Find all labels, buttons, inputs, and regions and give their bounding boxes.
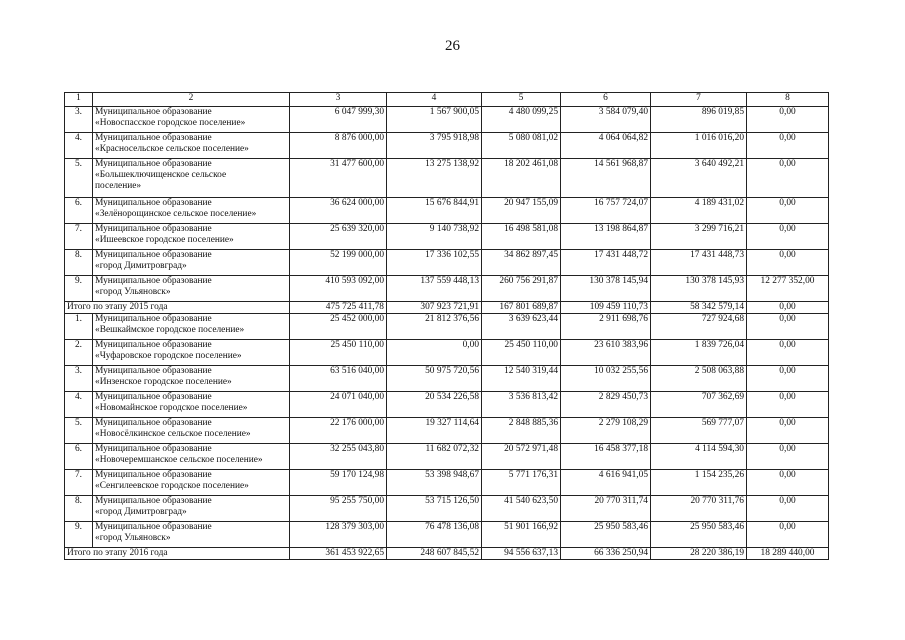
- amount-cell: 0,00: [747, 250, 829, 276]
- municipality-name: [93, 198, 290, 224]
- amount-cell: 59 170 124,98: [290, 470, 387, 496]
- amount-cell: 0,00: [747, 198, 829, 224]
- amount-cell: 130 378 145,93: [651, 276, 747, 302]
- amount-cell: 18 202 461,08: [482, 159, 561, 198]
- amount-cell: 4 616 941,05: [561, 470, 651, 496]
- amount-cell: 0,00: [747, 418, 829, 444]
- amount-cell: 16 498 581,08: [482, 224, 561, 250]
- amount-cell: 20 572 971,48: [482, 444, 561, 470]
- name-line: Муниципальное образование: [95, 418, 212, 428]
- column-number-row: [65, 93, 829, 107]
- column-number: 6: [561, 93, 651, 107]
- amount-cell: 53 715 126,50: [387, 496, 482, 522]
- row-index: 8.: [65, 250, 93, 276]
- amount-cell: 17 336 102,55: [387, 250, 482, 276]
- amount-cell: 0,00: [747, 366, 829, 392]
- amount-cell: 0,00: [747, 159, 829, 198]
- amount-cell: 128 379 303,00: [290, 522, 387, 548]
- municipality-name: [93, 470, 290, 496]
- amount-cell: 15 676 844,91: [387, 198, 482, 224]
- amount-cell: 0,00: [747, 340, 829, 366]
- amount-cell: 63 516 040,00: [290, 366, 387, 392]
- name-line: «город Ульяновск»: [95, 287, 171, 297]
- municipality-name: [93, 444, 290, 470]
- amount-cell: 31 477 600,00: [290, 159, 387, 198]
- amount-cell: 167 801 689,87: [482, 302, 561, 314]
- table-row: [65, 314, 829, 340]
- amount-cell: 307 923 721,91: [387, 302, 482, 314]
- row-index: 7.: [65, 470, 93, 496]
- amount-cell: 0,00: [747, 302, 829, 314]
- amount-cell: 25 950 583,46: [561, 522, 651, 548]
- total-row: [65, 302, 829, 314]
- name-line: Муниципальное образование: [95, 366, 212, 376]
- name-line: «Большеключищенское сельское: [95, 170, 227, 180]
- name-line: Муниципальное образование: [95, 224, 212, 234]
- column-number: 2: [93, 93, 290, 107]
- amount-cell: 1 016 016,20: [651, 133, 747, 159]
- municipality-name: [93, 522, 290, 548]
- name-line: «Зелёнорощинское сельское поселение»: [95, 209, 257, 219]
- amount-cell: 94 556 637,13: [482, 548, 561, 560]
- table-row: [65, 522, 829, 548]
- amount-cell: 5 771 176,31: [482, 470, 561, 496]
- amount-cell: 2 279 108,29: [561, 418, 651, 444]
- amount-cell: 9 140 738,92: [387, 224, 482, 250]
- municipality-name: [93, 250, 290, 276]
- name-line: «Вешкаймское городское поселение»: [95, 325, 245, 335]
- name-line: Муниципальное образование: [95, 470, 212, 480]
- amount-cell: 10 032 255,56: [561, 366, 651, 392]
- municipality-name: [93, 366, 290, 392]
- amount-cell: 0,00: [747, 107, 829, 133]
- amount-cell: 3 639 623,44: [482, 314, 561, 340]
- amount-cell: 475 725 411,78: [290, 302, 387, 314]
- amount-cell: 52 199 000,00: [290, 250, 387, 276]
- amount-cell: 41 540 623,50: [482, 496, 561, 522]
- total-row: [65, 548, 829, 560]
- amount-cell: 25 639 320,00: [290, 224, 387, 250]
- amount-cell: 95 255 750,00: [290, 496, 387, 522]
- amount-cell: 2 829 450,73: [561, 392, 651, 418]
- column-number: 5: [482, 93, 561, 107]
- program-table: [64, 92, 829, 560]
- name-line: «Ишеевское городское поселение»: [95, 235, 234, 245]
- amount-cell: 6 047 999,30: [290, 107, 387, 133]
- total-label: Итого по этапу 2016 года: [65, 548, 290, 560]
- amount-cell: 1 154 235,26: [651, 470, 747, 496]
- column-number: 8: [747, 93, 829, 107]
- amount-cell: 25 452 000,00: [290, 314, 387, 340]
- column-number: 7: [651, 93, 747, 107]
- municipality-name: [93, 276, 290, 302]
- amount-cell: 727 924,68: [651, 314, 747, 340]
- row-index: 2.: [65, 340, 93, 366]
- amount-cell: 50 975 720,56: [387, 366, 482, 392]
- amount-cell: 2 911 698,76: [561, 314, 651, 340]
- name-line: «Инзенское городское поселение»: [95, 377, 232, 387]
- column-number: 3: [290, 93, 387, 107]
- amount-cell: 1 839 726,04: [651, 340, 747, 366]
- municipality-name: [93, 496, 290, 522]
- amount-cell: 17 431 448,73: [651, 250, 747, 276]
- table-row: [65, 276, 829, 302]
- amount-cell: 18 289 440,00: [747, 548, 829, 560]
- table-row: [65, 418, 829, 444]
- total-label: Итого по этапу 2015 года: [65, 302, 290, 314]
- amount-cell: 3 299 716,21: [651, 224, 747, 250]
- amount-cell: 0,00: [747, 496, 829, 522]
- amount-cell: 76 478 136,08: [387, 522, 482, 548]
- amount-cell: 137 559 448,13: [387, 276, 482, 302]
- amount-cell: 23 610 383,96: [561, 340, 651, 366]
- row-index: 7.: [65, 224, 93, 250]
- municipality-name: [93, 133, 290, 159]
- table-row: [65, 470, 829, 496]
- amount-cell: 0,00: [747, 392, 829, 418]
- municipality-name: [93, 392, 290, 418]
- name-line: «Сенгилеевское городское поселение»: [95, 481, 249, 491]
- amount-cell: 25 950 583,46: [651, 522, 747, 548]
- amount-cell: 21 812 376,56: [387, 314, 482, 340]
- amount-cell: 20 947 155,09: [482, 198, 561, 224]
- amount-cell: 13 198 864,87: [561, 224, 651, 250]
- name-line: Муниципальное образование: [95, 133, 212, 143]
- amount-cell: 24 071 040,00: [290, 392, 387, 418]
- amount-cell: 2 848 885,36: [482, 418, 561, 444]
- name-line: «город Димитровград»: [95, 507, 187, 517]
- amount-cell: 0,00: [747, 133, 829, 159]
- table-row: [65, 392, 829, 418]
- amount-cell: 4 064 064,82: [561, 133, 651, 159]
- amount-cell: 0,00: [747, 224, 829, 250]
- amount-cell: 58 342 579,14: [651, 302, 747, 314]
- table-row: [65, 444, 829, 470]
- row-index: 5.: [65, 159, 93, 198]
- name-line: Муниципальное образование: [95, 276, 212, 286]
- municipality-name: [93, 107, 290, 133]
- amount-cell: 260 756 291,87: [482, 276, 561, 302]
- table-row: [65, 340, 829, 366]
- amount-cell: 22 176 000,00: [290, 418, 387, 444]
- table-row: [65, 133, 829, 159]
- municipality-name: [93, 159, 290, 198]
- amount-cell: 569 777,07: [651, 418, 747, 444]
- table-row: [65, 198, 829, 224]
- row-index: 9.: [65, 522, 93, 548]
- amount-cell: 361 453 922,65: [290, 548, 387, 560]
- name-line: «Чуфаровское городское поселение»: [95, 351, 242, 361]
- amount-cell: 5 080 081,02: [482, 133, 561, 159]
- amount-cell: 25 450 110,00: [482, 340, 561, 366]
- amount-cell: 28 220 386,19: [651, 548, 747, 560]
- table-row: [65, 496, 829, 522]
- name-line: «Новочеремшанское сельское поселение»: [95, 455, 263, 465]
- table-row: [65, 159, 829, 198]
- amount-cell: 13 275 138,92: [387, 159, 482, 198]
- municipality-name: [93, 224, 290, 250]
- amount-cell: 8 876 000,00: [290, 133, 387, 159]
- row-index: 4.: [65, 392, 93, 418]
- row-index: 6.: [65, 198, 93, 224]
- name-line: Муниципальное образование: [95, 198, 212, 208]
- amount-cell: 36 624 000,00: [290, 198, 387, 224]
- amount-cell: 12 540 319,44: [482, 366, 561, 392]
- name-line: «город Димитровград»: [95, 261, 187, 271]
- name-line: «Красносельское сельское поселение»: [95, 144, 249, 154]
- name-line: Муниципальное образование: [95, 314, 212, 324]
- page-number: 26: [445, 38, 460, 54]
- amount-cell: 14 561 968,87: [561, 159, 651, 198]
- row-index: 3.: [65, 366, 93, 392]
- amount-cell: 4 480 099,25: [482, 107, 561, 133]
- amount-cell: 896 019,85: [651, 107, 747, 133]
- amount-cell: 109 459 110,73: [561, 302, 651, 314]
- amount-cell: 66 336 250,94: [561, 548, 651, 560]
- row-index: 4.: [65, 133, 93, 159]
- name-line: «город Ульяновск»: [95, 533, 171, 543]
- column-number: 4: [387, 93, 482, 107]
- name-line: Муниципальное образование: [95, 392, 212, 402]
- name-line: «Новоспасское городское поселение»: [95, 118, 246, 128]
- amount-cell: 0,00: [747, 470, 829, 496]
- row-index: 3.: [65, 107, 93, 133]
- name-line: поселение»: [95, 181, 142, 191]
- amount-cell: 4 114 594,30: [651, 444, 747, 470]
- amount-cell: 248 607 845,52: [387, 548, 482, 560]
- municipality-name: [93, 418, 290, 444]
- table-body: [65, 93, 829, 560]
- name-line: Муниципальное образование: [95, 340, 212, 350]
- name-line: Муниципальное образование: [95, 496, 212, 506]
- amount-cell: 0,00: [747, 314, 829, 340]
- amount-cell: 32 255 043,80: [290, 444, 387, 470]
- table-row: [65, 250, 829, 276]
- amount-cell: 0,00: [387, 340, 482, 366]
- row-index: 5.: [65, 418, 93, 444]
- column-number: 1: [65, 93, 93, 107]
- amount-cell: 19 327 114,64: [387, 418, 482, 444]
- amount-cell: 2 508 063,88: [651, 366, 747, 392]
- amount-cell: 707 362,69: [651, 392, 747, 418]
- name-line: Муниципальное образование: [95, 250, 212, 260]
- row-index: 9.: [65, 276, 93, 302]
- amount-cell: 20 770 311,76: [651, 496, 747, 522]
- amount-cell: 130 378 145,94: [561, 276, 651, 302]
- row-index: 1.: [65, 314, 93, 340]
- municipality-name: [93, 314, 290, 340]
- amount-cell: 410 593 092,00: [290, 276, 387, 302]
- amount-cell: 3 640 492,21: [651, 159, 747, 198]
- amount-cell: 51 901 166,92: [482, 522, 561, 548]
- table-row: [65, 224, 829, 250]
- amount-cell: 0,00: [747, 444, 829, 470]
- name-line: Муниципальное образование: [95, 107, 212, 117]
- row-index: 6.: [65, 444, 93, 470]
- name-line: Муниципальное образование: [95, 159, 212, 169]
- amount-cell: 12 277 352,00: [747, 276, 829, 302]
- amount-cell: 1 567 900,05: [387, 107, 482, 133]
- amount-cell: 34 862 897,45: [482, 250, 561, 276]
- amount-cell: 16 757 724,07: [561, 198, 651, 224]
- name-line: «Новосёлкинское сельское поселение»: [95, 429, 251, 439]
- amount-cell: 20 534 226,58: [387, 392, 482, 418]
- name-line: Муниципальное образование: [95, 444, 212, 454]
- amount-cell: 53 398 948,67: [387, 470, 482, 496]
- amount-cell: 16 458 377,18: [561, 444, 651, 470]
- name-line: «Новомайнское городское поселение»: [95, 403, 248, 413]
- table-row: [65, 107, 829, 133]
- amount-cell: 0,00: [747, 522, 829, 548]
- amount-cell: 25 450 110,00: [290, 340, 387, 366]
- municipality-name: [93, 340, 290, 366]
- amount-cell: 3 795 918,98: [387, 133, 482, 159]
- row-index: 8.: [65, 496, 93, 522]
- amount-cell: 3 584 079,40: [561, 107, 651, 133]
- name-line: Муниципальное образование: [95, 522, 212, 532]
- amount-cell: 4 189 431,02: [651, 198, 747, 224]
- amount-cell: 17 431 448,72: [561, 250, 651, 276]
- amount-cell: 20 770 311,74: [561, 496, 651, 522]
- amount-cell: 11 682 072,32: [387, 444, 482, 470]
- amount-cell: 3 536 813,42: [482, 392, 561, 418]
- table-row: [65, 366, 829, 392]
